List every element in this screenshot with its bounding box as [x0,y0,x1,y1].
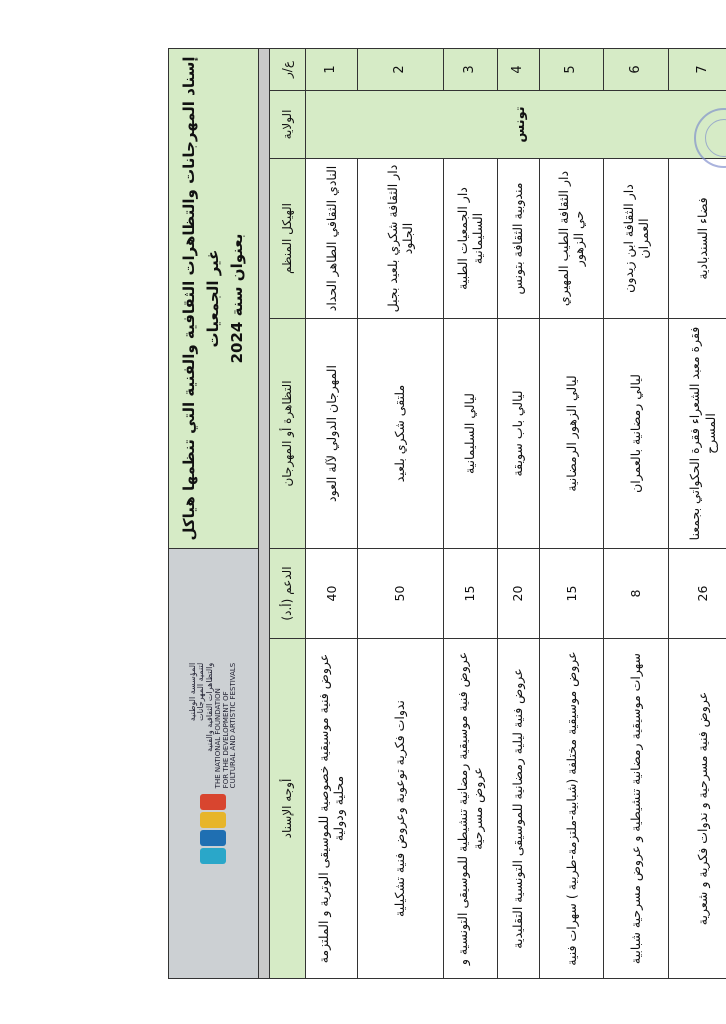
row-num: 2 [357,49,443,91]
table-row [539,49,604,979]
stamp-inner-ring [705,119,726,157]
row-num: 4 [497,49,539,91]
row-aspects: ندوات فكرية توعوية وعروض فنية تشكيلية [357,639,443,979]
row-support: 15 [443,549,497,639]
spacer-row [258,49,269,979]
row-num: 5 [539,49,604,91]
support-table-sheet [168,48,726,978]
row-support: 20 [497,549,539,639]
logo-en-line-3: CULTURAL AND ARTISTIC FESTIVALS [229,662,238,789]
support-table [168,48,726,979]
row-support: 15 [539,549,604,639]
foundation-logo-icon [189,553,238,974]
row-aspects: عروض موسيقية مختلفة (شبابية-ملتزمة-طربية ) سهرات فنية [539,639,604,979]
row-num: 1 [305,49,357,91]
header-event: التظاهرة أو المهرجان [270,319,305,549]
row-organizer: فضاء السندبادية [669,159,726,319]
row-aspects: عروض فنية موسيقية رمضانية تنشيطية للموسيقى التونسية و عروض مسرحية [443,639,497,979]
table-row [305,49,357,979]
header-support: الدعم (أ.د) [270,549,305,639]
row-event: المهرجان الدولي لآلة العود [305,319,357,549]
row-support: 50 [357,549,443,639]
row-num: 7 [669,49,726,91]
title-row [169,49,259,979]
row-aspects: سهرات موسيقية رمضانية تنشيطية و عروض مسرحية شبابية [604,639,669,979]
logo-ar-line-2: لتنمية المهرجانات [196,662,206,721]
row-event: ليالي رمضانية بالعمران [604,319,669,549]
row-organizer: دار الجمعيات الطبية السليمانية [443,159,497,319]
table-row [443,49,497,979]
row-event: ملتقى شكري بلعيد [357,319,443,549]
table-row [604,49,669,979]
logo-ar-line-3: والتظاهرات الثقافية والفنية [205,662,215,752]
row-organizer: دار الثقافة ابن زيدون العمران [604,159,669,319]
header-organizer: الهيكل المنظم [270,159,305,319]
row-event: فقرة معبد الشعراء فقرة الحكواتي بجمعنا المسرح [669,319,726,549]
row-organizer: دار الثقافة شكري بلعيد بجبل الجلود [357,159,443,319]
row-event: ليالي السليمانية [443,319,497,549]
row-support: 40 [305,549,357,639]
row-support: 26 [669,549,726,639]
row-aspects: عروض فنية موسيقية خصوصية للموسيقى الوترية و الملتزمة محلية ودولية [305,639,357,979]
header-wilaya: الولاية [270,91,305,159]
title-line-1: إسناد المهرجانات والتظاهرات الثقافية والفنية التي تنظمها هياكل غير الجمعيات [180,56,223,541]
row-event: ليالي باب سويقة [497,319,539,549]
title-line-2: بعنوان سنة 2024 [228,233,247,364]
logo-text [189,663,238,789]
row-num: 6 [604,49,669,91]
header-num: ع/ر [270,49,305,91]
logo-en-line-1: THE NATIONAL FOUNDATION [214,688,223,789]
logo-en-line-2: FOR THE DEVELOPMENT OF [221,691,230,789]
logo-cell [169,549,259,979]
page-title [169,49,259,549]
logo-mark [200,794,226,864]
row-organizer: مندوبية الثقافة بتونس [497,159,539,319]
row-num: 3 [443,49,497,91]
row-event: ليالي الزهور الرمضانية [539,319,604,549]
header-row [270,49,305,979]
row-aspects: عروض فنية مسرحية و ندوات فكرية و شعرية [669,639,726,979]
row-aspects: عروض فنية ليلية رمضانية للموسيقى التونسية التقليدية [497,639,539,979]
row-organizer: دار الثقافة الطيب المهيري حي الزهور [539,159,604,319]
table-row [669,49,726,979]
row-support: 8 [604,549,669,639]
logo-ar-line-1: المؤسسة الوطنية [187,662,197,722]
table-row [357,49,443,979]
table-row [497,49,539,979]
wilaya-cell: تونس [305,91,726,159]
header-aspects: أوجه الإسناد [270,639,305,979]
row-organizer: النادي الثقافي الطاهر الحداد [305,159,357,319]
